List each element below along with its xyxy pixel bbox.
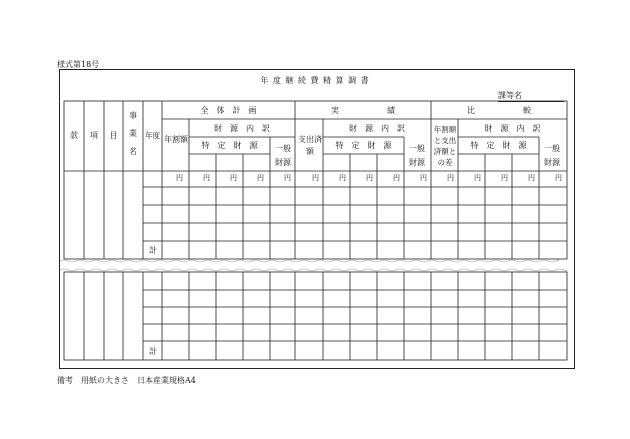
unit-label: 円 [393, 174, 400, 182]
unit-label: 円 [501, 174, 508, 182]
unit-label: 円 [230, 174, 237, 182]
header-nen-wariate: 年割額 [164, 135, 188, 144]
header-jisseki: 実 績 [331, 106, 395, 115]
header-hikaku: 比 較 [467, 106, 531, 115]
header-tokutei-zaigen-2: 特 定 財 源 [335, 141, 392, 150]
header-ippan-zaigen-2: 一般財源 [409, 144, 425, 167]
section-label: 課等名 [498, 90, 564, 102]
unit-label: 円 [528, 174, 535, 182]
header-ippan-zaigen-1: 一般財源 [275, 144, 291, 167]
header-zaigen-uchiwake-3: 財 源 内 訳 [484, 124, 541, 133]
header-moku: 目 [109, 131, 118, 140]
form-number: 様式第18号 [57, 60, 100, 69]
unit-label: 円 [447, 174, 454, 182]
unit-label: 円 [366, 174, 373, 182]
unit-label: 円 [312, 174, 319, 182]
header-jigyou-mei: 事業名 [129, 111, 137, 156]
footnote: 備考 用紙の大きさ 日本産業規格A4 [57, 376, 196, 385]
header-zentai-keikaku: 全 体 計 画 [200, 106, 257, 115]
header-zaigen-uchiwake-2: 財 源 内 訳 [349, 124, 405, 133]
header-tokutei-zaigen-3: 特 定 財 源 [470, 141, 527, 150]
header-sa-label: 年割額と支出済額との差 [433, 125, 457, 167]
unit-label: 円 [339, 174, 346, 182]
unit-label: 円 [555, 174, 562, 182]
header-kan: 款 [70, 131, 78, 140]
total-label-upper: 計 [149, 246, 157, 255]
header-ippan-zaigen-3: 一般財源 [544, 144, 560, 167]
header-kou: 項 [90, 131, 98, 140]
unit-label: 円 [203, 174, 210, 182]
unit-label: 円 [176, 174, 183, 182]
header-tokutei-zaigen-1: 特 定 財 源 [201, 141, 258, 150]
header-nendo: 年度 [145, 131, 160, 140]
unit-label: 円 [420, 174, 427, 182]
total-label-lower: 計 [149, 347, 157, 356]
document-title: 年 度 継 続 費 精 算 調 書 [260, 76, 370, 85]
unit-label: 円 [474, 174, 481, 182]
header-zaigen-uchiwake-1: 財 源 内 訳 [214, 124, 270, 133]
unit-label: 円 [257, 174, 264, 182]
unit-label: 円 [284, 174, 291, 182]
header-shishutsu-zumi: 支出済額 [298, 135, 322, 156]
